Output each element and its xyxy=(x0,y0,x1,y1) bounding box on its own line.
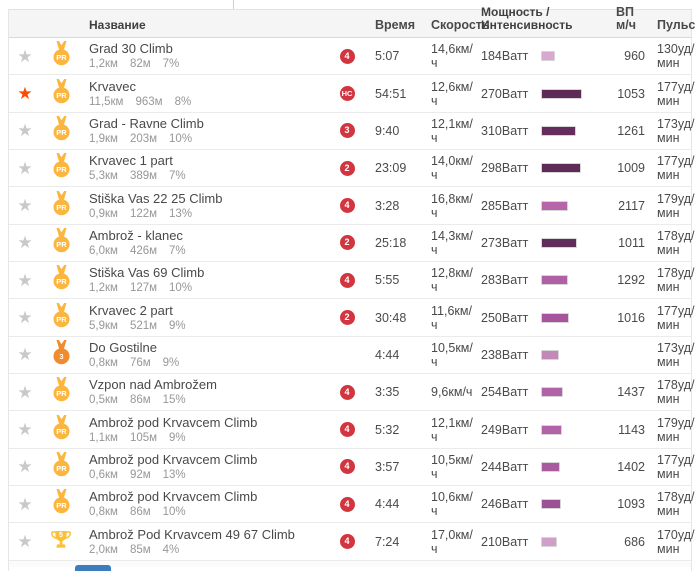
climb-category-badge: 2 xyxy=(340,235,355,250)
favorite-star-icon[interactable]: ★ xyxy=(17,345,33,365)
power-value: 283Ватт xyxy=(481,273,529,288)
segment-stats: 11,5км 963м 8% xyxy=(89,95,192,108)
speed-value: 10,5км/ч xyxy=(431,340,473,369)
favorite-star-icon[interactable]: ★ xyxy=(17,46,33,66)
segment-name-link[interactable]: Krvavec 2 part xyxy=(89,302,173,318)
speed-value: 12,8км/ч xyxy=(431,266,473,295)
favorite-star-icon[interactable]: ★ xyxy=(17,233,33,253)
time-value: 9:40 xyxy=(375,123,400,138)
pr-medal-icon xyxy=(52,79,71,109)
pulse-value: 178уд/ мин xyxy=(657,378,695,407)
segment-name-link[interactable]: Ambrož Pod Krvavcem 49 67 Climb xyxy=(89,526,295,542)
pulse-value: 179уд/ мин xyxy=(657,415,695,444)
power-value: 250Ватт xyxy=(481,310,529,325)
segment-row xyxy=(9,150,695,187)
vam-value: 1053 xyxy=(617,86,645,101)
power-value: 273Ватт xyxy=(481,235,529,250)
intensity-bar xyxy=(541,425,562,435)
segment-stats: 5,3км 389м 7% xyxy=(89,170,186,183)
vam-value: 1437 xyxy=(617,385,645,400)
header-category-column xyxy=(331,32,363,37)
segment-stats: 0,8км 86м 10% xyxy=(89,506,186,519)
pr-medal-icon xyxy=(52,303,71,333)
table-header-row xyxy=(9,5,696,38)
time-value: 25:18 xyxy=(375,235,407,250)
vam-value: 1402 xyxy=(617,459,645,474)
time-value: 30:48 xyxy=(375,310,407,325)
pulse-value: 177уд/ мин xyxy=(657,303,695,332)
power-value: 270Ватт xyxy=(481,86,529,101)
climb-category-badge: 4 xyxy=(340,273,355,288)
svg-text:PR: PR xyxy=(55,53,67,63)
climb-category-badge: HC xyxy=(340,86,355,101)
pulse-value: 170уд/ мин xyxy=(657,527,695,556)
intensity-bar xyxy=(541,126,576,136)
favorite-star-icon[interactable]: ★ xyxy=(17,532,33,552)
svg-text:PR: PR xyxy=(55,127,67,137)
segment-name-link[interactable]: Stiška Vas 22 25 Climb xyxy=(89,190,223,206)
pulse-value: 178уд/ мин xyxy=(657,228,695,257)
favorite-star-icon[interactable]: ★ xyxy=(17,494,33,514)
pr-medal-icon xyxy=(52,41,71,71)
svg-text:PR: PR xyxy=(55,426,67,436)
vam-value: 1292 xyxy=(617,273,645,288)
pr-medal-icon xyxy=(52,415,71,445)
speed-value: 10,5км/ч xyxy=(431,452,473,481)
vam-value: 1009 xyxy=(617,161,645,176)
top-divider-line xyxy=(233,0,234,9)
segment-row xyxy=(9,523,695,560)
power-value: 210Ватт xyxy=(481,534,529,549)
intensity-bar xyxy=(541,313,569,323)
power-value: 238Ватт xyxy=(481,347,529,362)
climb-category-badge: 4 xyxy=(340,497,355,512)
favorite-star-icon[interactable]: ★ xyxy=(17,457,33,477)
footer-strip xyxy=(9,561,691,567)
vam-value: 1093 xyxy=(617,497,645,512)
segment-name-link[interactable]: Ambrož pod Krvavcem Climb xyxy=(89,451,258,467)
pulse-value: 177уд/ мин xyxy=(657,154,695,183)
pr-medal-icon xyxy=(52,377,71,407)
pulse-value: 179уд/ мин xyxy=(657,191,695,220)
vam-value: 686 xyxy=(624,534,645,549)
segment-name-link[interactable]: Stiška Vas 69 Climb xyxy=(89,265,205,281)
climb-category-badge: 2 xyxy=(340,310,355,325)
power-value: 184Ватт xyxy=(481,49,529,64)
segment-row xyxy=(9,449,695,486)
segment-row xyxy=(9,38,695,75)
segment-stats: 6,0км 426м 7% xyxy=(89,244,186,257)
intensity-bar xyxy=(541,499,561,509)
segment-stats: 1,2км 82м 7% xyxy=(89,58,180,71)
segment-name-link[interactable]: Do Gostilne xyxy=(89,339,157,355)
favorite-star-icon[interactable]: ★ xyxy=(17,158,33,178)
pr-medal-icon xyxy=(52,265,71,295)
time-value: 5:55 xyxy=(375,273,400,288)
speed-value: 10,6км/ч xyxy=(431,490,473,519)
speed-value: 16,8км/ч xyxy=(431,191,473,220)
segment-name-link[interactable]: Krvavec xyxy=(89,78,136,94)
time-value: 3:57 xyxy=(375,459,400,474)
segment-row xyxy=(9,486,695,523)
svg-text:PR: PR xyxy=(55,314,67,324)
time-value: 7:24 xyxy=(375,534,400,549)
power-value: 249Ватт xyxy=(481,422,529,437)
time-value: 4:44 xyxy=(375,347,400,362)
segment-stats: 1,2км 127м 10% xyxy=(89,282,193,295)
power-value: 298Ватт xyxy=(481,161,529,176)
pr-medal-icon xyxy=(52,452,71,482)
time-value: 3:35 xyxy=(375,385,400,400)
climb-category-badge: 3 xyxy=(340,123,355,138)
vam-value: 960 xyxy=(624,49,645,64)
bronze-medal-icon xyxy=(52,340,71,370)
svg-text:5: 5 xyxy=(59,531,63,539)
intensity-bar xyxy=(541,275,568,285)
segment-name-link[interactable]: Ambrož pod Krvavcem Climb xyxy=(89,414,258,430)
svg-text:PR: PR xyxy=(55,165,67,175)
favorite-star-icon[interactable]: ★ xyxy=(17,121,33,141)
segment-name-link[interactable]: Ambrož pod Krvavcem Climb xyxy=(89,489,258,505)
speed-value: 12,1км/ч xyxy=(431,116,473,145)
header-name: Название xyxy=(89,18,146,32)
segment-stats: 0,5км 86м 15% xyxy=(89,394,186,407)
header-speed: Скорость xyxy=(431,18,490,32)
svg-text:PR: PR xyxy=(55,501,67,511)
climb-category-badge: 4 xyxy=(340,534,355,549)
vam-value: 1016 xyxy=(617,310,645,325)
segment-stats: 1,9км 203м 10% xyxy=(89,132,193,145)
segment-row xyxy=(9,299,695,336)
speed-value: 14,3км/ч xyxy=(431,228,473,257)
segment-row xyxy=(9,374,695,411)
segments-table xyxy=(8,5,696,571)
vam-value: 1261 xyxy=(617,123,645,138)
header-medal-column xyxy=(41,32,81,37)
pulse-value: 173уд/ мин xyxy=(657,116,695,145)
vam-value: 1011 xyxy=(618,235,645,250)
pulse-value: 177уд/ мин xyxy=(657,452,695,481)
header-pulse: Пульс xyxy=(657,18,696,32)
time-value: 23:09 xyxy=(375,161,407,176)
favorite-star-icon[interactable]: ★ xyxy=(17,196,33,216)
climb-category-badge: 2 xyxy=(340,161,355,176)
segment-row xyxy=(9,75,695,112)
segment-stats: 0,9км 122м 13% xyxy=(89,207,193,220)
segment-row xyxy=(9,225,695,262)
segment-stats: 1,1км 105м 9% xyxy=(89,431,186,444)
svg-text:PR: PR xyxy=(55,239,67,249)
pulse-value: 177уд/ мин xyxy=(657,79,695,108)
pr-medal-icon xyxy=(52,489,71,519)
speed-value: 17,0км/ч xyxy=(431,527,473,556)
intensity-bar xyxy=(541,238,577,248)
intensity-bar xyxy=(541,201,568,211)
favorite-star-icon[interactable]: ★ xyxy=(17,382,33,402)
vam-value: 2117 xyxy=(618,198,645,213)
header-power-intensity: Мощность / Интенсивность xyxy=(481,5,573,32)
segment-name-link[interactable]: Grad 30 Climb xyxy=(89,41,173,57)
climb-category-badge: 4 xyxy=(340,198,355,213)
intensity-bar xyxy=(541,387,563,397)
show-more-button-partial[interactable] xyxy=(75,565,111,571)
pulse-value: 130уд/ мин xyxy=(657,42,695,71)
time-value: 5:07 xyxy=(375,49,400,64)
power-value: 285Ватт xyxy=(481,198,529,213)
speed-value: 11,6км/ч xyxy=(431,303,472,332)
intensity-bar xyxy=(541,51,555,61)
intensity-bar xyxy=(541,163,581,173)
power-value: 244Ватт xyxy=(481,459,529,474)
segment-name-link[interactable]: Grad - Ravne Climb xyxy=(89,115,204,131)
time-value: 3:28 xyxy=(375,198,400,213)
climb-category-badge: 4 xyxy=(340,49,355,64)
vam-value: 1143 xyxy=(618,422,645,437)
trophy-icon xyxy=(49,528,73,556)
pr-medal-icon xyxy=(52,153,71,183)
pulse-value: 178уд/ мин xyxy=(657,490,695,519)
pr-medal-icon xyxy=(52,228,71,258)
segment-name-link[interactable]: Vzpon nad Ambrožem xyxy=(89,377,217,393)
svg-text:PR: PR xyxy=(55,389,67,399)
speed-value: 12,1км/ч xyxy=(431,415,473,444)
intensity-bar xyxy=(541,462,560,472)
segment-stats: 5,9км 521м 9% xyxy=(89,319,186,332)
segment-row xyxy=(9,187,695,224)
svg-text:PR: PR xyxy=(55,90,67,100)
intensity-bar xyxy=(541,350,559,360)
favorite-star-icon[interactable]: ★ xyxy=(17,308,33,328)
segment-name-link[interactable]: Krvavec 1 part xyxy=(89,153,173,169)
pr-medal-icon xyxy=(52,191,71,221)
time-value: 5:32 xyxy=(375,422,400,437)
segment-row xyxy=(9,262,695,299)
svg-text:3: 3 xyxy=(58,351,64,361)
intensity-bar xyxy=(541,537,557,547)
segment-stats: 0,6км 92м 13% xyxy=(89,468,186,481)
climb-category-badge: 4 xyxy=(340,459,355,474)
segment-stats: 0,8км 76м 9% xyxy=(89,356,180,369)
pulse-value: 173уд/ мин xyxy=(657,340,695,369)
svg-text:PR: PR xyxy=(55,463,67,473)
header-time: Время xyxy=(375,18,415,32)
segment-row xyxy=(9,411,695,448)
climb-category-badge: 4 xyxy=(340,422,355,437)
time-value: 54:51 xyxy=(375,86,407,101)
power-value: 310Ватт xyxy=(481,123,529,138)
segment-row xyxy=(9,113,695,150)
speed-value: 9,6км/ч xyxy=(431,385,473,400)
speed-value: 14,6км/ч xyxy=(431,42,473,71)
segment-row xyxy=(9,337,695,374)
power-value: 246Ватт xyxy=(481,497,529,512)
segment-name-link[interactable]: Ambrož - klanec xyxy=(89,227,183,243)
time-value: 4:44 xyxy=(375,497,400,512)
intensity-bar xyxy=(541,89,582,99)
speed-value: 12,6км/ч xyxy=(431,79,473,108)
favorite-star-icon[interactable]: ★ xyxy=(17,270,33,290)
speed-value: 14,0км/ч xyxy=(431,154,473,183)
power-value: 254Ватт xyxy=(481,385,529,400)
svg-text:PR: PR xyxy=(55,202,67,212)
climb-category-badge: 4 xyxy=(340,385,355,400)
header-star-column xyxy=(9,32,41,37)
svg-text:PR: PR xyxy=(55,277,67,287)
favorite-star-icon[interactable]: ★ xyxy=(17,420,33,440)
pulse-value: 178уд/ мин xyxy=(657,266,695,295)
header-vam: ВП м/ч xyxy=(616,5,636,32)
table-body xyxy=(9,38,695,561)
favorite-star-icon-active[interactable]: ★ xyxy=(17,84,33,104)
segment-stats: 2,0км 85м 4% xyxy=(89,543,180,556)
pr-medal-icon xyxy=(52,116,71,146)
